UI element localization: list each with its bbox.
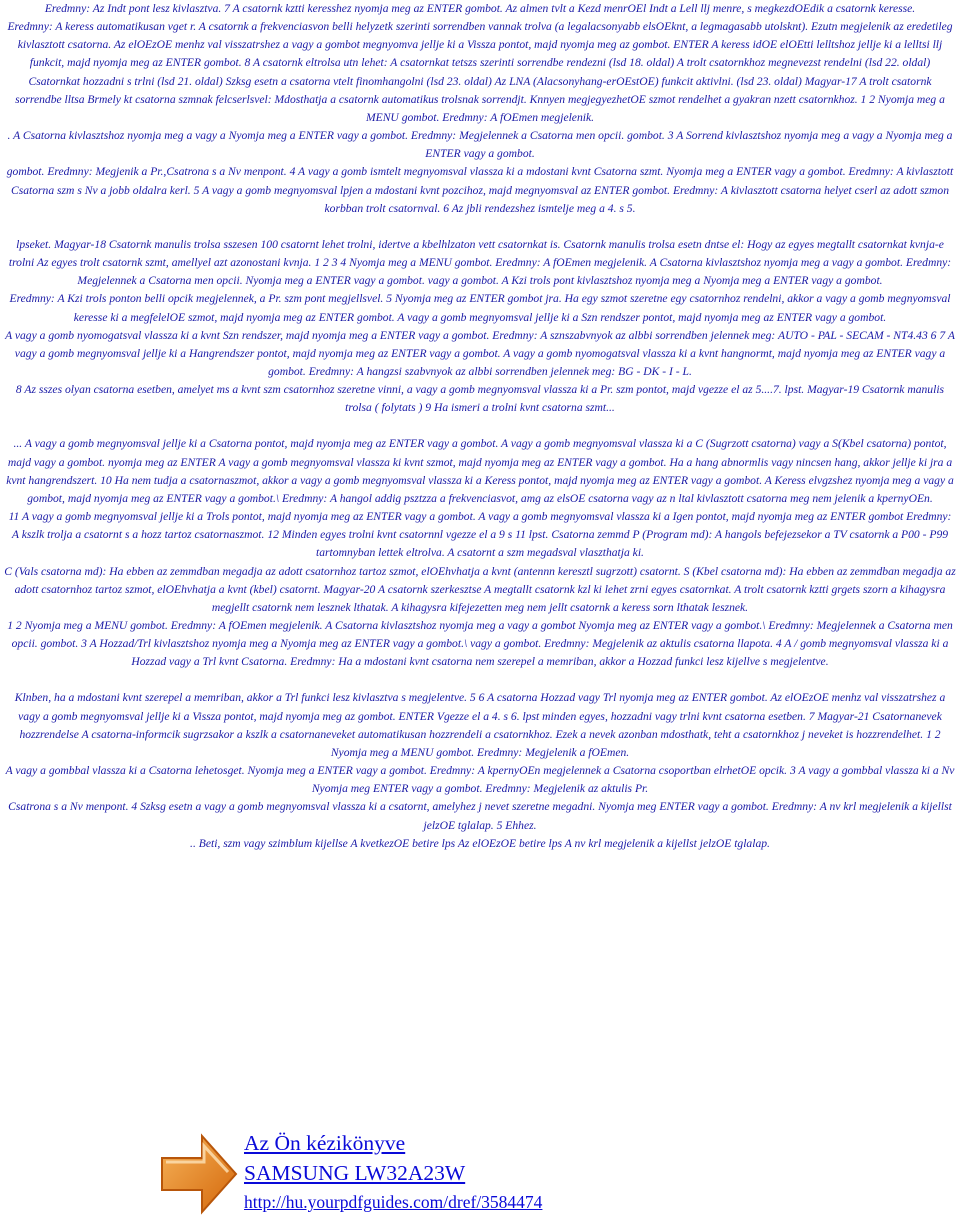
paragraph: 8 Az sszes olyan csatorna esetben, amelyet ms a kvnt szm csatornhoz szeretne vinni, a vagy a gomb megnyomsval vlassza ki a Pr. szm pontot, majd vgezze el az 5....7. lpst. Magyar-19 Csatornk manulis trolsa ( folytats ) 9 Ha ismeri a trolni kvnt csatorna szmt... [15,383,945,415]
paragraph: lpseket. Magyar-18 Csatornk manulis trolsa sszesen 100 csatornt lehet trolni, idertve a kbelhlzaton vett csatornkat is. Csatornk manulis trolsa esetn dntse el: Hogy az egyes megtallt csatornkat kvnja-e trolni Az egyes trolt csatornk szmt, amellyel azt azonostani kvnja. 1 2 3 4 Nyomja meg a MENU gombot. Eredmny: A fOEmen megjelenik. A Csatorna kivlasztshoz nyomja meg a vagy a gombot. Eredmny: Megjelennek a Csatorna men opcii. Nyomja meg a ENTER vagy a gombot. vagy a gombot. A Kzi trols pont kivlasztshoz nyomja meg a Nyomja meg a ENTER vagy a gombot. [8,237,952,288]
paragraph: A vagy a gomb nyomogatsval vlassza ki a kvnt Szn rendszer, majd nyomja meg a ENTER vagy a gombot. Eredmny: A sznszabvnyok az albbi sorrendben jelennek meg: AUTO - PAL - SECAM - NT4.43 6 7 A vagy a gomb megnyomsval jellje ki a Hangrendszer pontot, majd nyomja meg az ENTER vagy a gombot. A vagy a gomb nyomogatsval vlassza ki a kvnt hangnormt, majd nyomja meg az ENTER vagy a gombot. Eredmny: A hangzsi szabvnyok az albbi sorrendben jelennek meg: BG - DK - I - L. [5,328,955,378]
manual-footer [156,1124,956,1221]
paragraph: .. Beti, szm vagy szimblum kijellse A kvetkezOE betire lps Az elOEzOE betire lps A nv krl megjelenik a kijellst jelzOE tglalap. [190,836,770,850]
section-gap [4,218,956,236]
paragraph: . A Csatorna kivlasztshoz nyomja meg a vagy a Nyomja meg a ENTER vagy a gombot. Eredmny: Megjelennek a Csatorna men opcii. gombot. 3 A Sorrend kivlasztshoz nyomja meg a vagy a Nyomja meg a ENTER vagy a gombot. [7,129,953,161]
manual-title-link[interactable]: Az Ön kézikönyve [244,1131,406,1155]
arrow-right-icon [156,1124,240,1220]
paragraph: 1 2 Nyomja meg a MENU gombot. Eredmny: A fOEmen megjelenik. A Csatorna kivlasztshoz nyomja meg a vagy a gombot Nyomja meg az ENTER vagy a gombot.\ Eredmny: Megjelennek a Csatorna men opcii. gombot. 3 A Hozzad/Trl kivlasztshoz nyomja meg a Nyomja meg az ENTER vagy a gombot.\ vagy a gombot. Eredmny: Megjelenik az aktulis csatorna llapota. 4 A / gomb megnyomsval vlassza ki a Hozzad vagy a Trl kvnt Csatorna. Eredmny: Ha a mdostani kvnt csatorna nem szerepel a memriban, akkor a Hozzad funkci lesz kijellve s megjelentve. [7,619,953,669]
url-link[interactable]: http://hu.yourpdfguides.com/dref/3584474 [244,1192,543,1212]
paragraph: Eredmny: A Kzi trols ponton belli opcik megjelennek, a Pr. szm pont megjellsvel. 5 Nyomja meg az ENTER gombot jra. Ha egy szmot szeretne egy csatornhoz rendelni, akkor a vagy a gomb megnyomsval keresse ki a megfelelOE szmot, majd nyomja meg az ENTER gombot. A vagy a gomb megnyomsval jellje ki a Szn rendszer pontot, majd nyomja meg az ENTER vagy a gombot. [9,292,951,324]
manual-text [4,0,956,853]
paragraph: Eredmny: Az Indt pont lesz kivlasztva. 7 A csatornk kztti keresshez nyomja meg az ENTER gombot. Az almen tvlt a Kezd menrOEl Indt a Lell llj menre, s megkezdOEdik a csatornk keresse. [44,2,916,15]
paragraph: Eredmny: A keress automatikusan vget r. A csatornk a frekvenciasvon belli helyzetk szerinti sorrendben vannak trolva (a legalacsonyabb elsOEknt, a legmagasabb utolsknt). Ezutn megjelenik az eredetileg kivlasztott csatorna. Az elOEzOE menhz val visszatrshez a vagy a gombot megnyomva jellje ki a Vissza pontot, majd nyomja meg az gombot. ENTER A keress idOE elOEtti lelltshoz jellje ki a lelltsi llj funkcit, majd nyomja meg az ENTER gombot. 8 A csatornk eltrolsa utn lehet: A csatornkat tetszs szerinti sorrendbe rendezni (lsd 18. oldal) A trolt csatornkhoz megnevezst rendelni (lsd 22. oldal) Csatornkat hozzadni s trlni (lsd 21. oldal) Szksg esetn a csatorna vtelt finomhangolni (lsd 23. oldal) Az LNA (Alacsonyhang-erOEstOE) funkcit aktivlni. (lsd 23. oldal) Magyar-17 A trolt csatornk sorrendbe lltsa Brmely kt csatorna szmnak felcserlsvel: Mdosthatja a csatornk automatikus trolsnak sorrendjt. Knnyen megjegyezhetOE szmot rendelhet a gyakran nzett csatornkhoz. 1 2 Nyomja meg a MENU gombot. Eredmny: A fOEmen megjelenik. [7,20,953,124]
paragraph: Klnben, ha a mdostani kvnt szerepel a memriban, akkor a Trl funkci lesz kivlasztva s megjelentve. 5 6 A csatorna Hozzad vagy Trl nyomja meg az ENTER gombot. Az elOEzOE menhz val visszatrshez a vagy a gomb megnyomsval jellje ki a Vissza pontot, majd nyomja meg az gombot. ENTER Vgezze el a 4. s 6. lpst minden egyes, hozzadni vagy trlni kvnt csatorna esetben. 7 Magyar-21 Csatornanevek hozzrendelse A csatorna-informcik sugrzsakor a kszlk a csatornaneveket automatikusan hozzrendeli a csatornkhoz. Ezek a nevek azonban mdosthatk, teht a csatornkhoz j neveket is hozzrendelhet. 1 2 Nyomja meg a MENU gombot. Eredmny: Megjelenik a fOEmen. [14,691,946,759]
paragraph: 11 A vagy a gomb megnyomsval jellje ki a Trols pontot, majd nyomja meg az ENTER vagy a gombot. A vagy a gomb megnyomsval vlassza ki a Igen pontot, majd nyomja meg az ENTER gombot Eredmny: A kszlk trolja a csatornt s a hozz tartoz csatornaszmot. 12 Minden egyes trolni kvnt csatornnl vgezze el a 9 s 11 lpst. Csatorna zemmd P (Program md): A hangols befejezsekor a TV csatornk a P00 - P99 tartomnyban lettek eltrolva. A csatornt a szm megadsval vlaszthatja ki. [8,510,952,560]
paragraph: gombot. Eredmny: Megjenik a Pr.,Csatrona s a Nv menpont. 4 A vagy a gomb ismtelt megnyomsval vlassza ki a mdostani kvnt Csatorna szmt. Nyomja meg a ENTER vagy a gombot. Eredmny: A kivlasztott Csatorna szm s Nv a jobb oldalra kerl. 5 A vagy a gomb megnyomsval lpjen a mdostani kvnt pozcihoz, majd megnyomsval az ENTER gombot. Eredmny: A kivlasztott csatorna helyet cserl az adott szmon korbban trolt csatornval. 6 Az jbli rendezshez ismtelje meg a 4. s 5. [6,165,954,215]
paragraph: A vagy a gombbal vlassza ki a Csatorna lehetosget. Nyomja meg a ENTER vagy a gombot. Eredmny: A kpernyOEn megjelennek a Csatorna csoportban elrhetOE opcik. 3 A vagy a gombbal vlassza ki a Nv Nyomja meg ENTER vagy a gombot. Eredmny: Megjelenik az aktulis Pr. [5,764,955,796]
section-gap [4,671,956,689]
footer-links [244,1128,542,1216]
paragraph: ... A vagy a gomb megnyomsval jellje ki a Csatorna pontot, majd nyomja meg az ENTER vagy a gombot. A vagy a gomb megnyomsval vlassza ki a C (Sugrzott csatorna) vagy a S(Kbel csatorna) pontot, majd vagy a gombot. nyomja meg az ENTER A vagy a gomb megnyomsval vlassza ki kvnt szmot, majd nyomja meg az ENTER vagy a gombot. Ha a hang abnormlis vagy nincsen hang, akkor jellje ki jra a kvnt hangrendszert. 10 Ha nem tudja a csatornaszmot, akkor a vagy a gomb megnyomsval vlassza ki a Keress pontot, majd nyomja meg az ENTER vagy a gombot. A Keress elvgzshez nyomja meg a vagy a gombot, majd nyomja meg az ENTER vagy a gombot.\ Eredmny: A hangol addig psztzza a frekvenciasvot, amg az elsOE csatorna vagy az n ltal kivlasztott csatorna meg nem jelenik a kpernyOEn. [6,437,954,505]
paragraph: Csatrona s a Nv menpont. 4 Szksg esetn a vagy a gomb megnyomsval vlassza ki a csatornt, amelyhez j nevet szeretne megadni. Nyomja meg ENTER vagy a gombot. Eredmny: A nv krl megjelenik a kijellst jelzOE tglalap. 5 Ehhez. [8,800,952,832]
model-link[interactable]: SAMSUNG LW32A23W [244,1161,466,1185]
section-gap [4,417,956,435]
paragraph: C (Vals csatorna md): Ha ebben az zemmdban megadja az adott csatornhoz tartoz szmot, elOEhvhatja a kvnt (antennn keresztl sugrzott) csatornt. S (Kbel csatorna md): Ha ebben az zemmdban megadja az adott csatornhoz tartoz szmot, elOEhvhatja a kvnt (kbel) csatornt. Magyar-20 A csatornk szerkesztse A megtallt csatornk kzl ki lehet zrni egyes csatornkat. A trolt csatornk kztti grgets szorn a kihagysra megjellt csatornk nem lesznek lthatak. A kihagysra kifejezetten meg nem jellt csatornk a keress sorn lthatak lesznek. [4,564,956,614]
